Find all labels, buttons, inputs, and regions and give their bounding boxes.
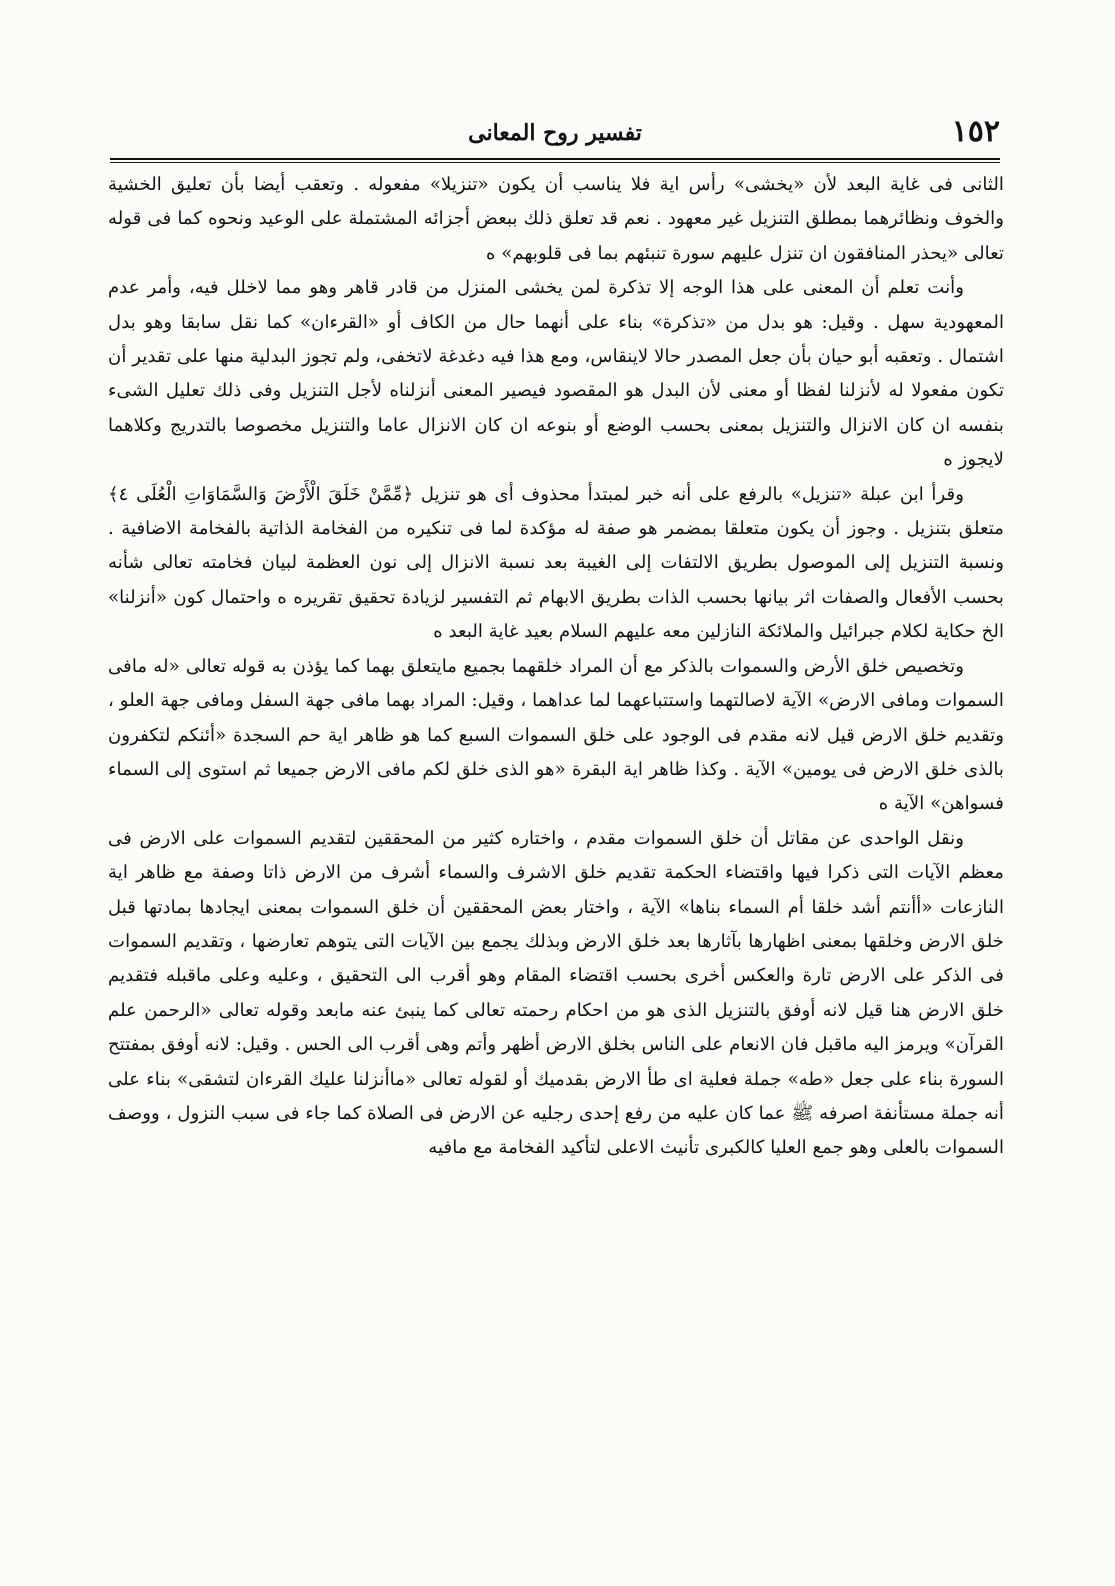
commentary-body [108,168,1004,1166]
running-title: تفسير روح المعانى [468,120,642,146]
page-number: ١٥٢ [951,114,1000,149]
paragraph: الثانى فى غاية البعد لأن «يخشى» رأس اية فلا يناسب أن يكون «تنزيلا» مفعوله . وتعقب أيضا بأن تعليق الخشية والخوف ونظائرهما بمطلق التنزيل غير معهود . نعم قد تعلق ذلك ببعض أجزائه المشتملة على الوعيد ونحوه كما فى قوله تعالى «يحذر المنافقون ان تنزل عليهم سورة تنبئهم بما فى قلوبهم» ه [108,174,1004,264]
header-rule-thin [110,162,1000,163]
page-header [110,108,1000,158]
paragraph: وأنت تعلم أن المعنى على هذا الوجه إلا تذكرة لمن يخشى المنزل من قادر قاهر وهو مما لاخلل فيه، وأمر عدم المعهودية سهل . وقيل: هو بدل من «تذكرة» بناء على أنهما حال من الكاف أو «القرءان» كما نقل سابقا وهو بدل اشتمال . وتعقبه أبو حيان بأن جعل المصدر حالا لاينقاس، ومع هذا فيه دغدغة لاتخفى، ولم تجوز البدلية منها على تقدير أن تكون مفعولا له لأنزلنا لفظا أو معنى لأن البدل هو المقصود فيصير المعنى أنزلناه لأجل التنزيل وفى ذلك تعليل الشىء بنفسه ان كان الانزال والتنزيل بمعنى بحسب الوضع أو بنوعه ان كان الانزال عاما والتنزيل مخصوصا بالتدريج وكلاهما لايجوز ه [108,277,1004,471]
paragraph: ونقل الواحدى عن مقاتل أن خلق السموات مقدم ، واختاره كثير من المحققين لتقديم السموات على الارض فى معظم الآيات التى ذكرا فيها واقتضاء الحكمة تقديم خلق الاشرف والسماء أشرف من الارض ذاتا وصفة مع ظاهر اية النازعات «أأنتم أشد خلقا أم السماء بناها» الآية ، واختار بعض المحققين أن خلق السموات بمعنى ايجادها بمادتها قبل خلق الارض وخلقها بمعنى اظهارها بآثارها بعد خلق الارض وبذلك يجمع بين الآيات التى يتوهم تعارضها ، وتقديم السموات فى الذكر على الارض تارة والعكس أخرى بحسب اقتضاء المقام وهو أقرب الى التحقيق ، وعليه وعلى ماقبله فتقديم خلق الارض هنا قيل لانه أوفق بالتنزيل الذى هو من احكام رحمته تعالى كما ينبئ عنه مابعد وقوله تعالى «الرحمن علم القرآن» ويرمز اليه ماقبل فان الانعام على الناس بخلق الارض أظهر وأتم وهى أقرب الى الحس . وقيل: لانه أوفق بمفتتح السورة بناء على جعل «طه» جملة فعلية اى طأ الارض بقدميك أو لقوله تعالى «ماأنزلنا عليك القرءان لتشقى» بناء على أنه جملة مستأنفة اصرفه ﷺ عما كان عليه من رفع إحدى رجليه عن الارض فى الصلاة كما جاء فى سبب النزول ، ووصف السموات بالعلى وهو جمع العليا كالكبرى تأنيث الاعلى لتأكيد الفخامة مع مافيه [108,827,1004,1159]
paragraph: وتخصيص خلق الأرض والسموات بالذكر مع أن المراد خلقهما بجميع مايتعلق بهما كما يؤذن به قوله تعالى «له مافى السموات ومافى الارض» الآية لاصالتهما واستتباعهما لما عداهما ، وقيل: المراد بهما مافى جهة السفل ومافى جهة العلو ، وتقديم خلق الارض قيل لانه مقدم فى الوجود على خلق السموات السبع كما هو ظاهر اية حم السجدة «أئنكم لتكفرون بالذى خلق الارض فى يومين» الآية . وكذا ظاهر اية البقرة «هو الذى خلق لكم مافى الارض جميعا ثم استوى إلى السماء فسواهن» الآية ه [108,655,1004,815]
header-rule [110,158,1000,160]
paragraph: وقرأ ابن عبلة «تنزيل» بالرفع على أنه خبر لمبتدأ محذوف أى هو تنزيل ﴿مِّمَّنْ خَلَقَ الْأَرْضَ وَالسَّمَاوَاتِ الْعُلَى ٤﴾ متعلق بتنزيل . وجوز أن يكون متعلقا بمضمر هو صفة له مؤكدة لما فى تنكيره من الفخامة الذاتية بالفخامة الاضافية . ونسبة التنزيل إلى الموصول بطريق الالتفات إلى الغيبة بعد نسبة الانزال إلى نون العظمة لبيان فخامته تعالى شأنه بحسب الأفعال والصفات اثر بيانها بحسب الذات بطريق الابهام ثم التفسير لزيادة تحقيق تقريره ه واحتمال كون «أنزلنا» الخ حكاية لكلام جبرائيل والملائكة النازلين معه عليهم السلام بعيد غاية البعد ه [108,483,1004,643]
